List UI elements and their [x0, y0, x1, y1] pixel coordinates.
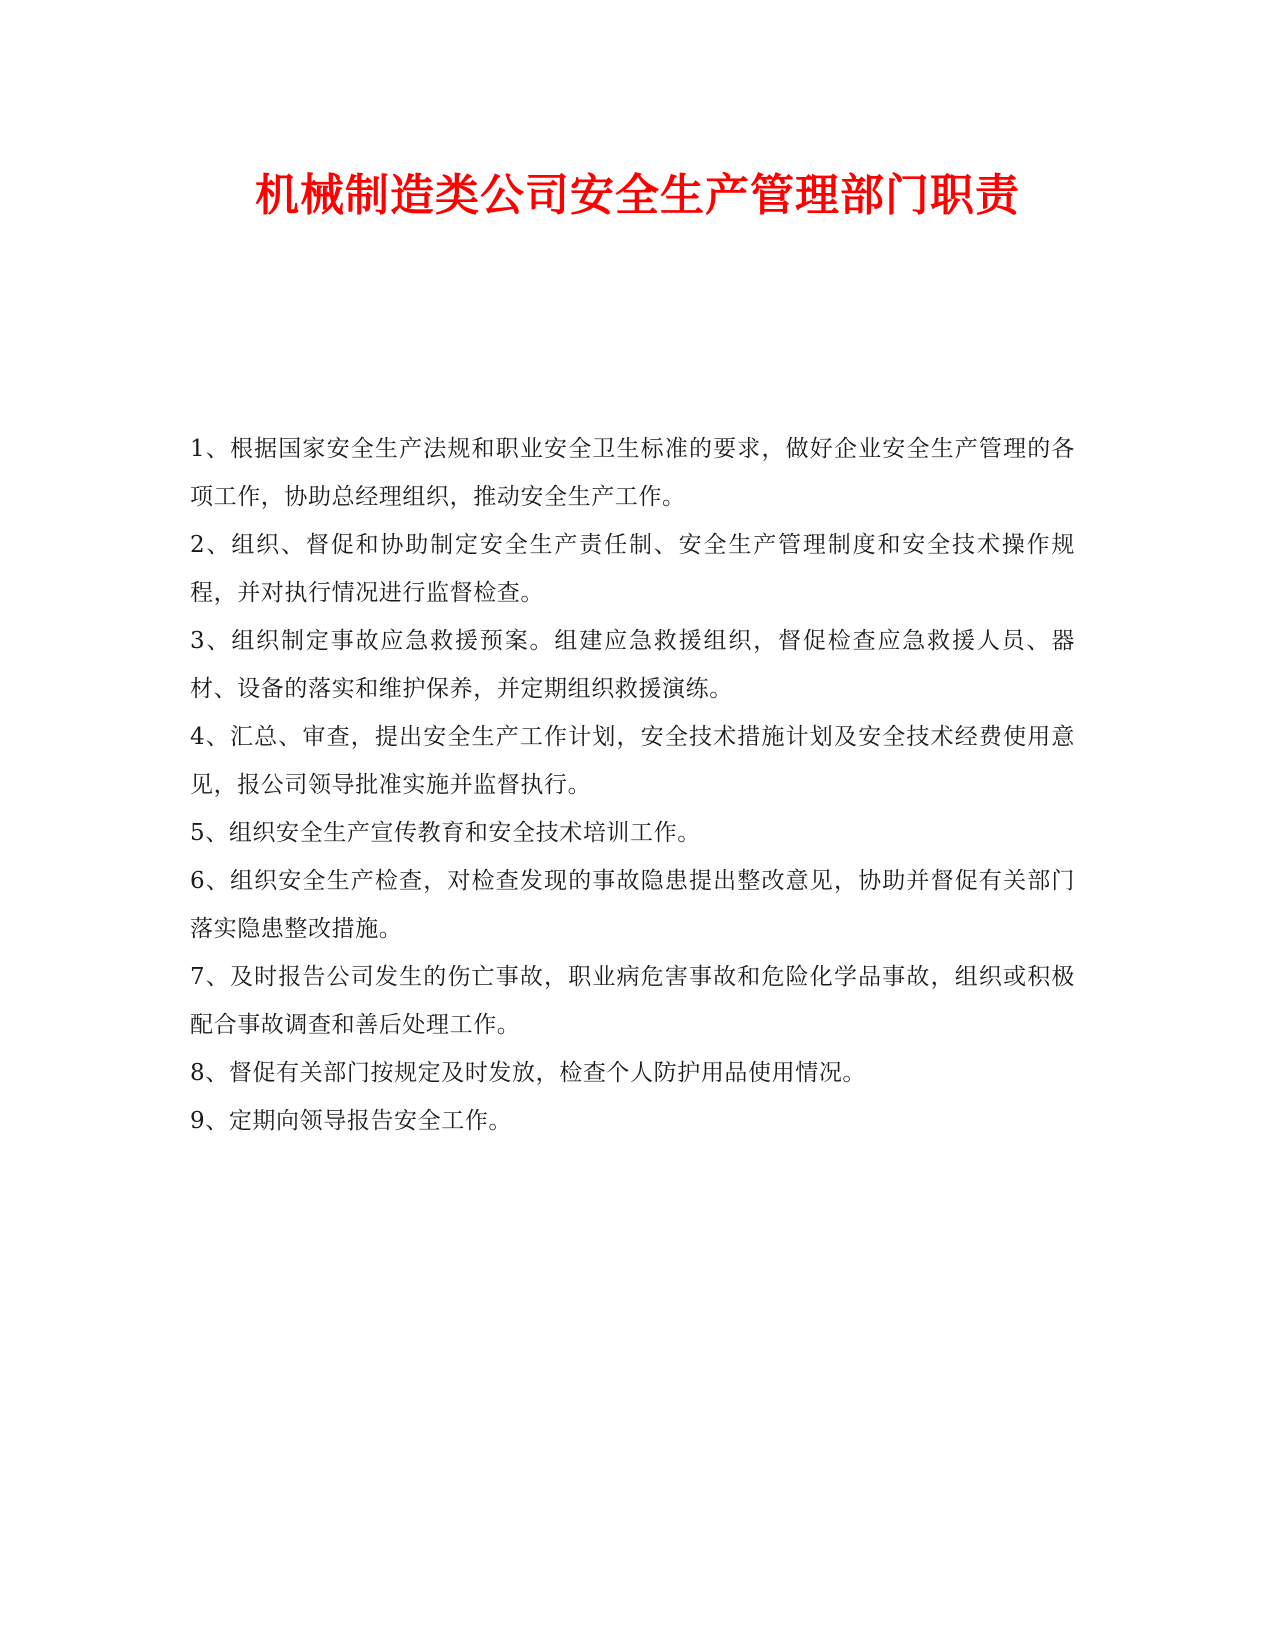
duty-clause-4: 4、汇总、审查，提出安全生产工作计划，安全技术措施计划及安全技术经费使用意见，报公司领导批准实施并监督执行。 [190, 724, 1075, 798]
duty-clause-1: 1、根据国家安全生产法规和职业安全卫生标准的要求，做好企业安全生产管理的各项工作，协助总经理组织，推动安全生产工作。 [190, 436, 1075, 510]
document-title: 机械制造类公司安全生产管理部门职责 [255, 170, 1020, 221]
duty-clause-3: 3、组织制定事故应急救援预案。组建应急救援组织，督促检查应急救援人员、器材、设备的落实和维护保养，并定期组织救援演练。 [190, 628, 1075, 702]
duty-clause-6: 6、组织安全生产检查，对检查发现的事故隐患提出整改意见，协助并督促有关部门落实隐患整改措施。 [190, 868, 1075, 942]
duty-clause-7: 7、及时报告公司发生的伤亡事故，职业病危害事故和危险化学品事故，组织或积极配合事故调查和善后处理工作。 [190, 964, 1075, 1038]
duty-clause-9: 9、定期向领导报告安全工作。 [190, 1108, 513, 1134]
duty-clause-2: 2、组织、督促和协助制定安全生产责任制、安全生产管理制度和安全技术操作规程，并对执行情况进行监督检查。 [190, 532, 1075, 606]
duty-clause-8: 8、督促有关部门按规定及时发放，检查个人防护用品使用情况。 [190, 1060, 867, 1086]
duty-list [190, 425, 1075, 1145]
duty-clause-5: 5、组织安全生产宣传教育和安全技术培训工作。 [190, 820, 701, 846]
